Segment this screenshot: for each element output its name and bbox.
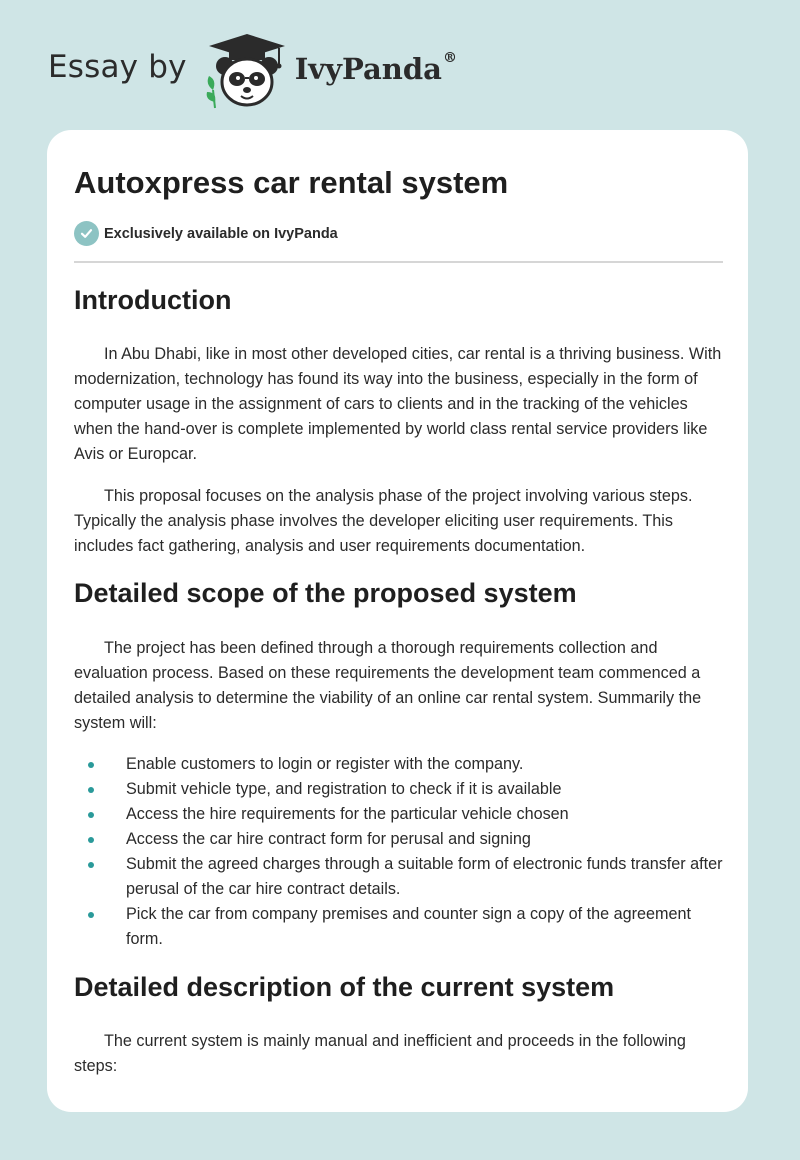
paragraph-current-1: The current system is mainly manual and inefficient and proceeds in the following steps: xyxy=(74,1032,686,1075)
section-heading-current-system: Detailed description of the current system xyxy=(74,972,615,1002)
list-item-text: Submit vehicle type, and registration to check if it is available xyxy=(126,780,562,798)
paragraph-intro-1: In Abu Dhabi, like in most other developed cities, car rental is a thriving business. With modernization, technology has found its way into the business, especially in the form of computer usage in the assignment of cars to clients and in the tracking of the vehicles when the hand-over is complete implemented by world class rental service providers like Avis or Europcar. xyxy=(74,345,722,463)
list-item xyxy=(74,902,723,952)
list-item xyxy=(74,827,723,852)
paragraph-intro-2: This proposal focuses on the analysis phase of the project involving various steps. Typically the analysis phase involves the developer eliciting user requirements. This includes fact gathering, analysis and user requirements documentation. xyxy=(74,487,693,555)
list-item-text: Submit the agreed charges through a suitable form of electronic funds transfer after perusal of the car hire contract details. xyxy=(126,855,723,898)
bullet-dot xyxy=(88,912,94,918)
list-item xyxy=(74,852,723,902)
badge-text: Exclusively available on IvyPanda xyxy=(104,225,338,242)
title-divider xyxy=(74,261,723,263)
section-heading-introduction: Introduction xyxy=(74,285,232,315)
bullet-dot xyxy=(88,837,94,843)
scope-bullet-list xyxy=(74,752,723,952)
list-item-text: Enable customers to login or register with the company. xyxy=(126,755,524,773)
list-item-text: Access the car hire contract form for perusal and signing xyxy=(126,830,531,848)
page-title: Autoxpress car rental system xyxy=(74,165,509,200)
bullet-dot xyxy=(88,787,94,793)
brand-name-text: IvyPanda xyxy=(294,52,442,86)
list-item-text: Pick the car from company premises and counter sign a copy of the agreement form. xyxy=(126,905,692,948)
site-header xyxy=(48,30,457,110)
paragraph-scope-1: The project has been defined through a thorough requirements collection and evaluation process. Based on these requirements the development team commenced a detailed analysis to determine the viability of an online car rental system. Summarily the system will: xyxy=(74,639,702,732)
bullet-dot xyxy=(88,812,94,818)
brand-prefix: Essay by xyxy=(48,49,187,85)
registered-mark: ® xyxy=(442,50,457,66)
list-item xyxy=(74,752,723,777)
check-circle-icon xyxy=(74,221,99,246)
document-card xyxy=(47,130,748,1112)
list-item xyxy=(74,802,723,827)
exclusive-badge xyxy=(74,221,338,246)
section-heading-scope: Detailed scope of the proposed system xyxy=(74,578,577,608)
brand-name[interactable] xyxy=(295,52,457,86)
bullet-dot xyxy=(88,762,94,768)
panda-graduate-icon xyxy=(201,30,293,110)
list-item xyxy=(74,777,723,802)
bullet-dot xyxy=(88,862,94,868)
list-item-text: Access the hire requirements for the particular vehicle chosen xyxy=(126,805,569,823)
